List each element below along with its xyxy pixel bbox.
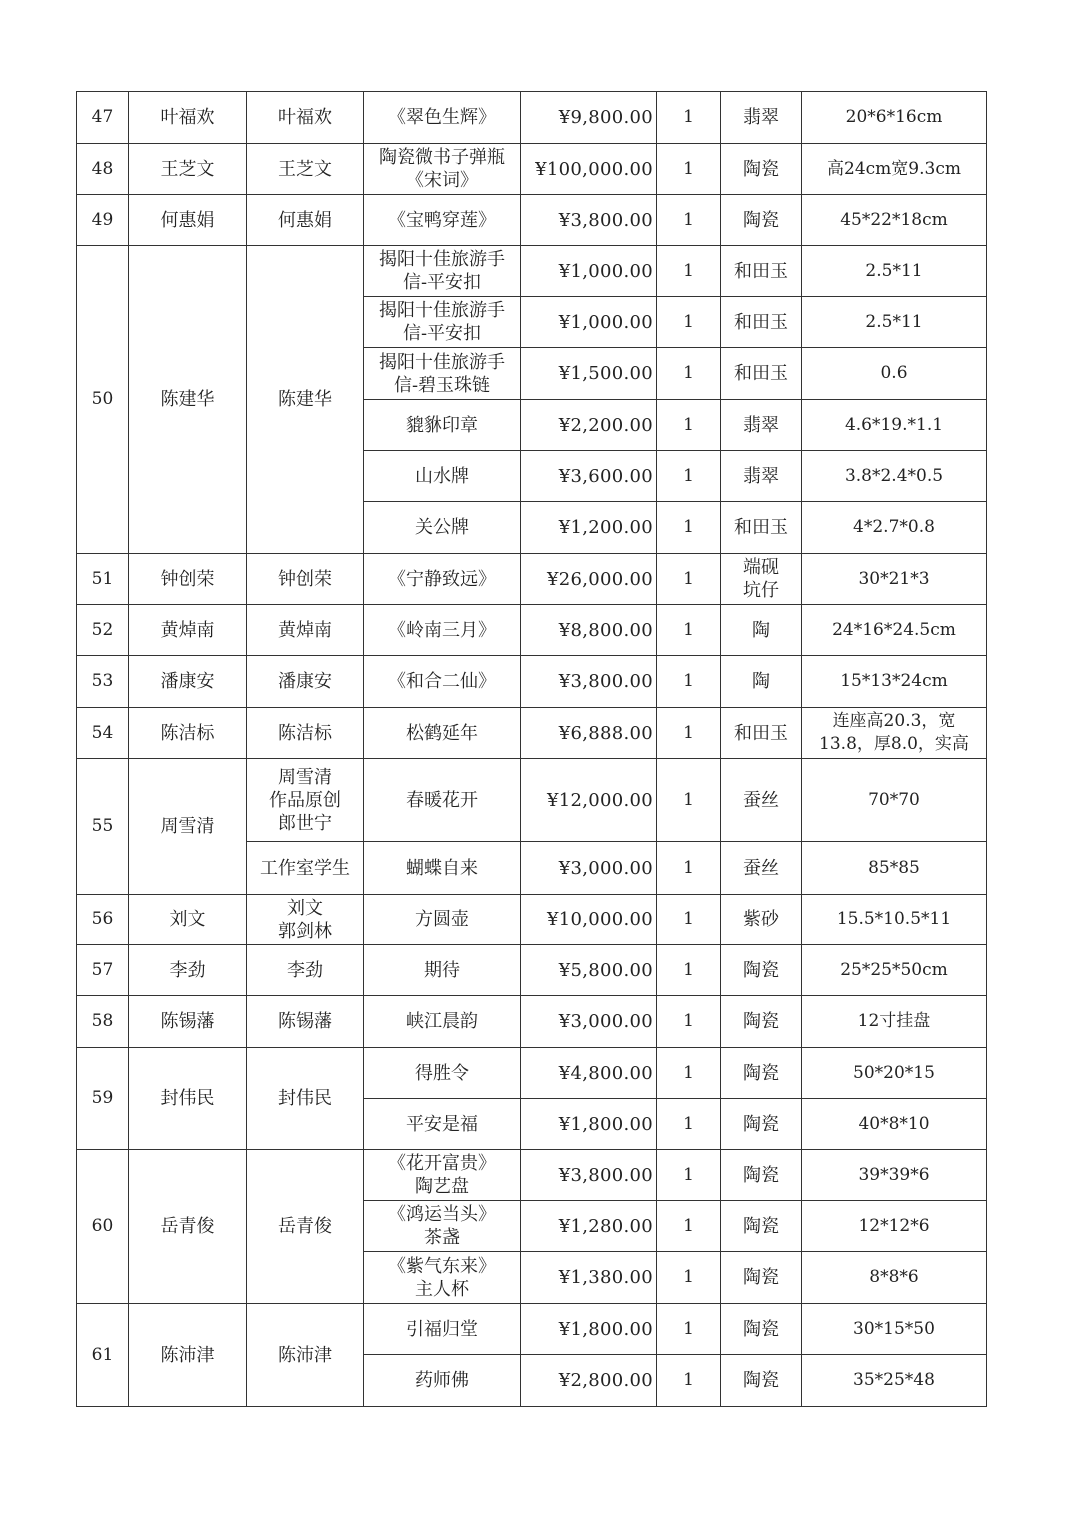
work-quantity: 1	[657, 92, 721, 144]
work-spec: 15.5*10.5*11	[802, 895, 987, 945]
work-spec: 高24cm宽9.3cm	[802, 144, 987, 195]
work-material: 蚕丝	[721, 759, 802, 842]
work-price: ¥100,000.00	[521, 144, 657, 195]
artwork-table	[76, 91, 987, 1407]
row-number: 55	[77, 759, 129, 895]
work-material: 陶瓷	[721, 945, 802, 996]
work-spec: 15*13*24cm	[802, 656, 987, 708]
author-name: 潘康安	[129, 656, 247, 708]
work-price: ¥1,280.00	[521, 1201, 657, 1252]
author-name: 陈沛津	[129, 1304, 247, 1407]
work-title: 《鸿运当头》 茶盏	[364, 1201, 521, 1252]
creator-name: 陈洁标	[247, 708, 364, 759]
work-title: 山水牌	[364, 451, 521, 502]
row-number: 48	[77, 144, 129, 195]
work-spec: 20*6*16cm	[802, 92, 987, 144]
work-spec: 12*12*6	[802, 1201, 987, 1252]
creator-name: 叶福欢	[247, 92, 364, 144]
work-title: 《花开富贵》 陶艺盘	[364, 1150, 521, 1201]
table-row	[77, 246, 987, 297]
work-spec: 40*8*10	[802, 1099, 987, 1150]
row-number: 57	[77, 945, 129, 996]
author-name: 陈建华	[129, 246, 247, 554]
work-material: 和田玉	[721, 502, 802, 554]
work-price: ¥8,800.00	[521, 605, 657, 656]
work-spec: 8*8*6	[802, 1252, 987, 1304]
work-title: 《岭南三月》	[364, 605, 521, 656]
work-spec: 25*25*50cm	[802, 945, 987, 996]
work-material: 翡翠	[721, 400, 802, 451]
work-quantity: 1	[657, 1252, 721, 1304]
work-material: 和田玉	[721, 297, 802, 348]
work-quantity: 1	[657, 759, 721, 842]
work-spec: 30*15*50	[802, 1304, 987, 1355]
work-material: 陶	[721, 656, 802, 708]
creator-name: 陈锡藩	[247, 996, 364, 1048]
author-name: 封伟民	[129, 1048, 247, 1150]
work-title: 春暖花开	[364, 759, 521, 842]
work-price: ¥1,800.00	[521, 1304, 657, 1355]
author-name: 刘文	[129, 895, 247, 945]
table-body	[77, 92, 987, 1407]
row-number: 56	[77, 895, 129, 945]
work-spec: 30*21*3	[802, 554, 987, 605]
work-spec: 0.6	[802, 348, 987, 400]
work-material: 翡翠	[721, 451, 802, 502]
work-spec: 45*22*18cm	[802, 195, 987, 246]
work-title: 揭阳十佳旅游手 信-碧玉珠链	[364, 348, 521, 400]
work-spec: 50*20*15	[802, 1048, 987, 1099]
work-material: 陶瓷	[721, 144, 802, 195]
work-quantity: 1	[657, 842, 721, 895]
work-quantity: 1	[657, 656, 721, 708]
work-quantity: 1	[657, 1048, 721, 1099]
work-material: 和田玉	[721, 348, 802, 400]
work-quantity: 1	[657, 945, 721, 996]
table-row	[77, 605, 987, 656]
table-row	[77, 92, 987, 144]
row-number: 53	[77, 656, 129, 708]
work-material: 陶瓷	[721, 1150, 802, 1201]
author-name: 周雪清	[129, 759, 247, 895]
table-row	[77, 945, 987, 996]
work-price: ¥1,500.00	[521, 348, 657, 400]
work-price: ¥3,800.00	[521, 656, 657, 708]
table-row	[77, 708, 987, 759]
author-name: 叶福欢	[129, 92, 247, 144]
creator-name: 陈沛津	[247, 1304, 364, 1407]
creator-name: 封伟民	[247, 1048, 364, 1150]
work-material: 和田玉	[721, 708, 802, 759]
work-price: ¥2,800.00	[521, 1355, 657, 1407]
work-title: 《和合二仙》	[364, 656, 521, 708]
creator-name: 刘文 郭剑林	[247, 895, 364, 945]
work-price: ¥1,380.00	[521, 1252, 657, 1304]
work-price: ¥3,000.00	[521, 842, 657, 895]
work-spec: 3.8*2.4*0.5	[802, 451, 987, 502]
table-row	[77, 144, 987, 195]
work-quantity: 1	[657, 246, 721, 297]
work-material: 和田玉	[721, 246, 802, 297]
author-name: 钟创荣	[129, 554, 247, 605]
row-number: 51	[77, 554, 129, 605]
author-name: 陈洁标	[129, 708, 247, 759]
row-number: 49	[77, 195, 129, 246]
work-spec: 连座高20.3，宽 13.8，厚8.0，实高	[802, 708, 987, 759]
work-title: 药师佛	[364, 1355, 521, 1407]
row-number: 60	[77, 1150, 129, 1304]
work-material: 陶	[721, 605, 802, 656]
work-price: ¥10,000.00	[521, 895, 657, 945]
work-spec: 85*85	[802, 842, 987, 895]
work-quantity: 1	[657, 895, 721, 945]
work-price: ¥2,200.00	[521, 400, 657, 451]
work-title: 《紫气东来》 主人杯	[364, 1252, 521, 1304]
row-number: 47	[77, 92, 129, 144]
table-row	[77, 759, 987, 842]
row-number: 54	[77, 708, 129, 759]
table-row	[77, 895, 987, 945]
author-name: 李劲	[129, 945, 247, 996]
work-quantity: 1	[657, 554, 721, 605]
table-row	[77, 996, 987, 1048]
work-title: 揭阳十佳旅游手 信-平安扣	[364, 246, 521, 297]
author-name: 黄焯南	[129, 605, 247, 656]
row-number: 52	[77, 605, 129, 656]
row-number: 50	[77, 246, 129, 554]
work-price: ¥3,600.00	[521, 451, 657, 502]
work-material: 翡翠	[721, 92, 802, 144]
row-number: 59	[77, 1048, 129, 1150]
table-row	[77, 554, 987, 605]
work-spec: 39*39*6	[802, 1150, 987, 1201]
work-material: 陶瓷	[721, 195, 802, 246]
work-title: 关公牌	[364, 502, 521, 554]
work-title: 得胜令	[364, 1048, 521, 1099]
work-price: ¥1,000.00	[521, 297, 657, 348]
work-material: 陶瓷	[721, 1355, 802, 1407]
work-quantity: 1	[657, 1201, 721, 1252]
creator-name: 潘康安	[247, 656, 364, 708]
work-price: ¥3,800.00	[521, 195, 657, 246]
work-title: 《宝鸭穿莲》	[364, 195, 521, 246]
table-row	[77, 195, 987, 246]
work-quantity: 1	[657, 195, 721, 246]
creator-name: 周雪清 作品原创 郎世宁	[247, 759, 364, 842]
work-quantity: 1	[657, 502, 721, 554]
work-quantity: 1	[657, 708, 721, 759]
work-title: 方圆壶	[364, 895, 521, 945]
work-title: 松鹤延年	[364, 708, 521, 759]
work-price: ¥12,000.00	[521, 759, 657, 842]
work-price: ¥3,000.00	[521, 996, 657, 1048]
work-quantity: 1	[657, 1304, 721, 1355]
work-quantity: 1	[657, 144, 721, 195]
work-quantity: 1	[657, 400, 721, 451]
work-title: 峡江晨韵	[364, 996, 521, 1048]
work-material: 紫砂	[721, 895, 802, 945]
work-material: 陶瓷	[721, 1048, 802, 1099]
work-price: ¥26,000.00	[521, 554, 657, 605]
creator-name: 李劲	[247, 945, 364, 996]
work-price: ¥1,800.00	[521, 1099, 657, 1150]
work-price: ¥1,000.00	[521, 246, 657, 297]
work-title: 貔貅印章	[364, 400, 521, 451]
work-price: ¥5,800.00	[521, 945, 657, 996]
work-material: 陶瓷	[721, 996, 802, 1048]
work-spec: 2.5*11	[802, 297, 987, 348]
table-row	[77, 1048, 987, 1099]
author-name: 何惠娟	[129, 195, 247, 246]
table-row	[77, 1150, 987, 1201]
author-name: 岳青俊	[129, 1150, 247, 1304]
creator-name: 王芝文	[247, 144, 364, 195]
work-spec: 70*70	[802, 759, 987, 842]
work-material: 陶瓷	[721, 1252, 802, 1304]
work-title: 平安是福	[364, 1099, 521, 1150]
row-number: 58	[77, 996, 129, 1048]
work-quantity: 1	[657, 1099, 721, 1150]
work-spec: 35*25*48	[802, 1355, 987, 1407]
work-spec: 2.5*11	[802, 246, 987, 297]
creator-name: 钟创荣	[247, 554, 364, 605]
work-title: 陶瓷微书子弹瓶 《宋词》	[364, 144, 521, 195]
table-row	[77, 656, 987, 708]
row-number: 61	[77, 1304, 129, 1407]
work-quantity: 1	[657, 348, 721, 400]
work-price: ¥4,800.00	[521, 1048, 657, 1099]
work-spec: 4*2.7*0.8	[802, 502, 987, 554]
work-material: 陶瓷	[721, 1099, 802, 1150]
work-price: ¥1,200.00	[521, 502, 657, 554]
work-material: 陶瓷	[721, 1201, 802, 1252]
creator-name: 陈建华	[247, 246, 364, 554]
work-quantity: 1	[657, 297, 721, 348]
author-name: 陈锡藩	[129, 996, 247, 1048]
work-spec: 24*16*24.5cm	[802, 605, 987, 656]
work-spec: 12寸挂盘	[802, 996, 987, 1048]
work-material: 陶瓷	[721, 1304, 802, 1355]
work-title: 《宁静致远》	[364, 554, 521, 605]
creator-name: 黄焯南	[247, 605, 364, 656]
work-quantity: 1	[657, 1355, 721, 1407]
work-title: 揭阳十佳旅游手 信-平安扣	[364, 297, 521, 348]
work-title: 蝴蝶自来	[364, 842, 521, 895]
work-price: ¥6,888.00	[521, 708, 657, 759]
creator-name: 何惠娟	[247, 195, 364, 246]
work-material: 蚕丝	[721, 842, 802, 895]
work-title: 《翠色生辉》	[364, 92, 521, 144]
creator-name: 工作室学生	[247, 842, 364, 895]
work-quantity: 1	[657, 451, 721, 502]
creator-name: 岳青俊	[247, 1150, 364, 1304]
work-quantity: 1	[657, 605, 721, 656]
work-title: 期待	[364, 945, 521, 996]
work-material: 端砚 坑仔	[721, 554, 802, 605]
work-spec: 4.6*19.*1.1	[802, 400, 987, 451]
author-name: 王芝文	[129, 144, 247, 195]
table-row	[77, 1304, 987, 1355]
work-price: ¥9,800.00	[521, 92, 657, 144]
work-quantity: 1	[657, 1150, 721, 1201]
work-title: 引福归堂	[364, 1304, 521, 1355]
work-quantity: 1	[657, 996, 721, 1048]
work-price: ¥3,800.00	[521, 1150, 657, 1201]
